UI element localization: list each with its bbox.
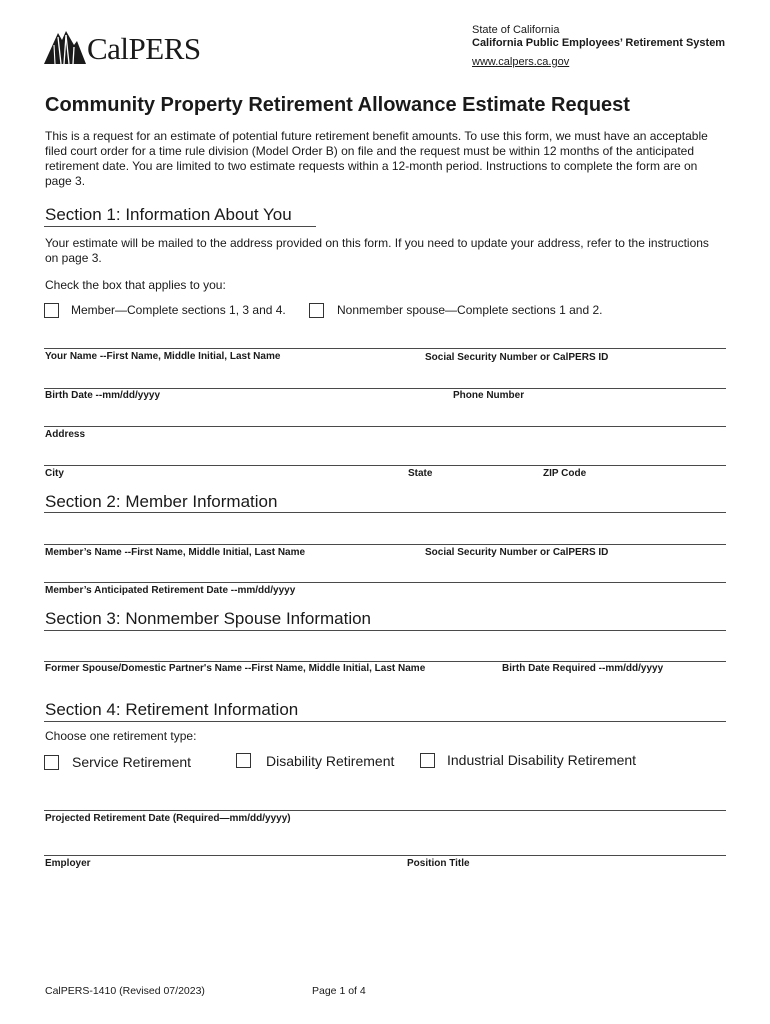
field-rule xyxy=(44,348,726,349)
member-option-label: Member—Complete sections 1, 3 and 4. xyxy=(71,303,286,317)
address-field[interactable]: Address xyxy=(45,429,86,440)
disability-retirement-label: Disability Retirement xyxy=(266,753,395,769)
zip-field[interactable]: ZIP Code xyxy=(543,468,587,479)
city-field[interactable]: City xyxy=(45,468,64,479)
section-3-rule xyxy=(44,630,726,631)
section-1-check-prompt: Check the box that applies to you: xyxy=(45,278,226,292)
field-rule xyxy=(44,855,726,856)
form-id: CalPERS-1410 (Revised 07/2023) xyxy=(45,985,205,997)
logo-wordmark: CalPERS xyxy=(87,31,201,66)
disability-retirement-checkbox[interactable] xyxy=(236,753,251,768)
ssn-field[interactable]: Social Security Number or CalPERS ID xyxy=(425,352,609,363)
header-system-name: California Public Employees’ Retirement System xyxy=(472,37,726,49)
form-intro: This is a request for an estimate of potential future retirement benefit amounts. To use this form, we must have an acceptable filed court order for a time rule division (Model Order B) on file and the request must be within 12 months of the anticipated retirement date. You are limited to two estimate requests within a 12-month period. Instructions to complete the form are on page 3. xyxy=(45,129,708,188)
projected-retirement-date-field[interactable]: Projected Retirement Date (Required—mm/dd/yyyy) xyxy=(45,813,291,824)
member-ssn-field[interactable]: Social Security Number or CalPERS ID xyxy=(425,547,609,558)
header-state: State of California xyxy=(472,24,560,36)
section-4-rule xyxy=(44,721,726,722)
service-retirement-label: Service Retirement xyxy=(72,754,192,770)
phone-field[interactable]: Phone Number xyxy=(453,390,525,401)
section-4-prompt: Choose one retirement type: xyxy=(45,729,197,743)
section-4-title: Section 4: Retirement Information xyxy=(45,700,299,719)
state-field[interactable]: State xyxy=(408,468,433,479)
calpers-logo xyxy=(44,27,214,67)
field-rule xyxy=(44,544,726,545)
service-retirement-checkbox[interactable] xyxy=(44,755,59,770)
section-3-title: Section 3: Nonmember Spouse Information xyxy=(45,609,372,628)
member-checkbox[interactable] xyxy=(44,303,59,318)
section-1-rule xyxy=(44,226,316,227)
calpers-mountain-icon xyxy=(44,27,86,65)
form-title: Community Property Retirement Allowance Estimate Request xyxy=(45,94,630,116)
section-1-title: Section 1: Information About You xyxy=(45,205,292,224)
field-rule xyxy=(44,426,726,427)
industrial-disability-checkbox[interactable] xyxy=(420,753,435,768)
position-title-field[interactable]: Position Title xyxy=(407,858,470,869)
nonmember-spouse-checkbox[interactable] xyxy=(309,303,324,318)
nonmember-option-label: Nonmember spouse—Complete sections 1 and 2. xyxy=(337,303,603,317)
field-rule xyxy=(44,661,726,662)
page-number: Page 1 of 4 xyxy=(312,985,366,997)
section-1-mail-note: Your estimate will be mailed to the address provided on this form. If you need to update your address, refer to the instructions on page 3. xyxy=(45,236,709,265)
industrial-disability-label: Industrial Disability Retirement xyxy=(447,752,637,768)
field-rule xyxy=(44,388,726,389)
employer-field[interactable]: Employer xyxy=(45,858,91,869)
field-rule xyxy=(44,582,726,583)
former-spouse-name-field[interactable]: Former Spouse/Domestic Partner's Name --First Name, Middle Initial, Last Name xyxy=(45,663,426,674)
section-2-rule xyxy=(44,512,726,513)
member-name-field[interactable]: Member’s Name --First Name, Middle Initial, Last Name xyxy=(45,547,306,558)
header-website-link[interactable]: www.calpers.ca.gov xyxy=(472,56,570,68)
spouse-birth-date-field[interactable]: Birth Date Required --mm/dd/yyyy xyxy=(502,663,664,674)
member-retirement-date-field[interactable]: Member’s Anticipated Retirement Date --mm/dd/yyyy xyxy=(45,585,296,596)
section-2-title: Section 2: Member Information xyxy=(45,492,278,511)
birth-date-field[interactable]: Birth Date --mm/dd/yyyy xyxy=(45,390,161,401)
your-name-field[interactable]: Your Name --First Name, Middle Initial, Last Name xyxy=(45,351,281,362)
field-rule xyxy=(44,810,726,811)
field-rule xyxy=(44,465,726,466)
